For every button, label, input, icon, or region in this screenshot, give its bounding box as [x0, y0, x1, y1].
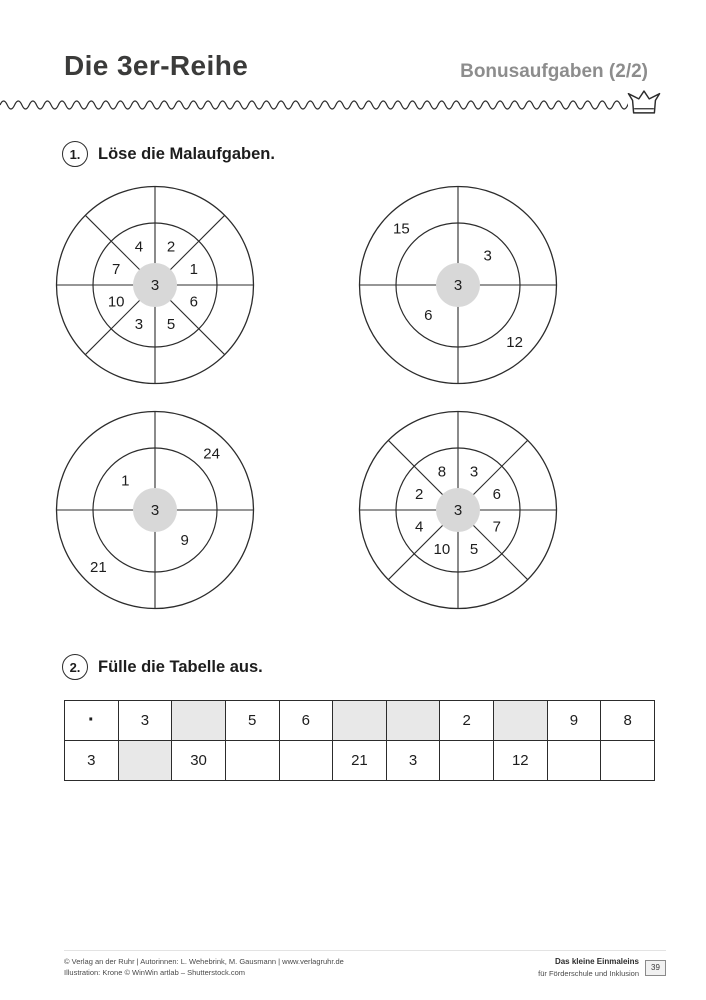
wheel-sector-value: 7 — [112, 261, 121, 279]
table-cell-empty — [279, 741, 333, 781]
wheel-sector-value: 6 — [189, 293, 198, 311]
wheel-sector-value: 21 — [90, 558, 107, 576]
task-2-label: Fülle die Tabelle aus. — [98, 657, 263, 676]
table-cell-empty — [601, 741, 655, 781]
wheel-sector-value: 4 — [134, 238, 144, 256]
table-cell-empty — [440, 741, 494, 781]
footer-series-title: Das kleine Einmaleins — [554, 957, 639, 966]
wheel-bottom-left-svg — [55, 410, 255, 610]
table-row — [65, 701, 655, 741]
footer-credit-line-2: Illustration: Krone © WinWin artlab – Shutterstock.com — [64, 968, 246, 978]
table-cell-value: 8 — [601, 701, 655, 741]
multiplication-wheel-top-left — [55, 185, 255, 385]
task-2 — [62, 654, 263, 680]
page-number-badge: 39 — [645, 960, 666, 976]
footer-credits — [64, 956, 344, 979]
multiplication-wheel-top-right — [358, 185, 558, 385]
table-cell-value: 9 — [547, 701, 601, 741]
table-cell-empty — [494, 701, 548, 741]
wheel-sector-value: 1 — [121, 472, 130, 490]
wheel-sector-value: 10 — [107, 293, 125, 311]
page-subtitle: Bonusaufgaben (2/2) — [460, 61, 648, 82]
wheel-sector-value: 4 — [415, 518, 424, 536]
footer-series-text — [538, 956, 639, 979]
footer — [64, 950, 666, 979]
task-1-number-badge: 1. — [62, 141, 88, 167]
table-cell-value: 5 — [225, 701, 279, 741]
wheel-sector-value: 5 — [166, 316, 176, 333]
page-title: Die 3er-Reihe — [64, 50, 249, 81]
multiplication-wheel-bottom-right — [358, 410, 558, 610]
footer-series-block — [538, 956, 666, 979]
table-cell-empty — [172, 701, 226, 741]
footer-credit-line-1: © Verlag an der Ruhr | Autorinnen: L. Wehebrink, M. Gausmann | www.verlagruhr.de — [64, 957, 344, 966]
wheel-bottom-right-svg — [358, 410, 558, 610]
table-cell-empty — [386, 701, 440, 741]
table-cell-empty — [333, 701, 387, 741]
table-cell-empty — [118, 741, 172, 781]
wheel-center-value: 3 — [150, 277, 160, 295]
table-cell-value: · — [65, 701, 119, 741]
multiplication-table-body — [65, 701, 655, 781]
wheel-center-value: 3 — [453, 277, 463, 295]
table-cell-value: 12 — [494, 741, 548, 781]
wheel-sector-value: 10 — [433, 541, 451, 558]
wheel-sector-value: 2 — [415, 486, 424, 504]
footer-series-subtitle: für Förderschule und Inklusion — [538, 969, 639, 978]
wheel-center-value: 3 — [150, 502, 160, 520]
table-cell-empty — [547, 741, 601, 781]
wheel-sector-value: 6 — [424, 306, 433, 324]
wheel-top-right-svg — [358, 185, 558, 385]
table-cell-value: 3 — [386, 741, 440, 781]
wheel-sector-value: 24 — [203, 445, 220, 463]
wheel-sector-value: 7 — [492, 518, 501, 536]
table-cell-value: 2 — [440, 701, 494, 741]
table-cell-value: 3 — [118, 701, 172, 741]
table-row — [65, 741, 655, 781]
task-1-label: Löse die Malaufgaben. — [98, 144, 275, 163]
wheel-sector-value: 9 — [180, 531, 189, 549]
table-cell-empty — [225, 741, 279, 781]
wheel-sector-value: 5 — [469, 541, 479, 558]
table-cell-value: 30 — [172, 741, 226, 781]
crown-icon — [627, 89, 661, 116]
wheel-sector-value: 1 — [189, 261, 198, 279]
wheel-sector-value: 3 — [134, 316, 144, 333]
multiplication-table — [64, 700, 655, 781]
wavy-divider — [0, 97, 628, 113]
table-cell-value: 3 — [65, 741, 119, 781]
wheel-sector-value: 3 — [469, 463, 479, 481]
multiplication-wheel-bottom-left — [55, 410, 255, 610]
wheel-sector-value: 2 — [166, 238, 176, 256]
wheel-center-value: 3 — [453, 502, 463, 520]
wheel-sector-value: 15 — [393, 220, 410, 238]
table-cell-value: 6 — [279, 701, 333, 741]
task-2-number-badge: 2. — [62, 654, 88, 680]
table-cell-value: 21 — [333, 741, 387, 781]
wheel-sector-value: 6 — [492, 486, 501, 504]
wheel-sector-value: 12 — [506, 333, 523, 351]
task-1 — [62, 141, 275, 167]
crown-outline — [628, 91, 659, 113]
wavy-line — [0, 101, 628, 109]
wheel-sector-value: 3 — [483, 247, 492, 265]
wheel-top-left-svg — [55, 185, 255, 385]
wheel-sector-value: 8 — [437, 463, 447, 481]
